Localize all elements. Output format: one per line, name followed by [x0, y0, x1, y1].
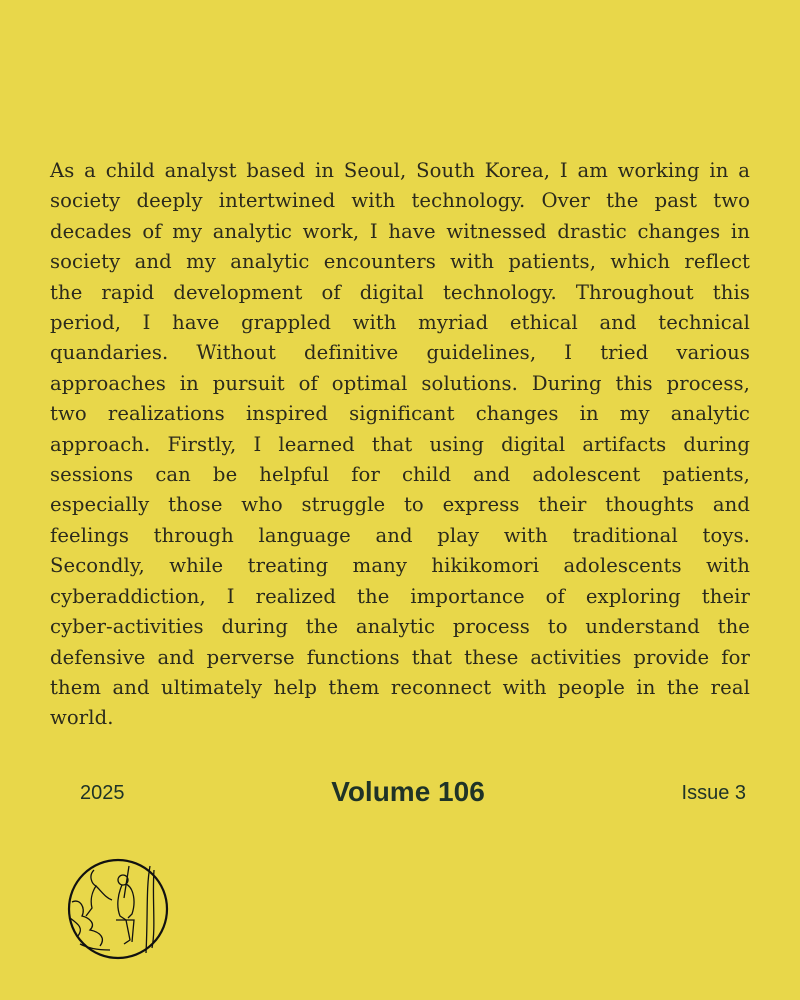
abstract-line: decades of my analytic work, I have witnessed drastic changes in: [50, 219, 750, 243]
abstract-line: As a child analyst based in Seoul, South Korea, I am working in a: [50, 159, 750, 182]
abstract-line: approach. Firstly, I learned that using digital artifacts during: [50, 432, 750, 456]
abstract-line: cyberaddiction, I realized the importance of exploring their: [50, 584, 750, 608]
abstract-line: cyber-activities during the analytic process to understand the: [50, 615, 750, 639]
issue-label: Issue 3: [681, 782, 746, 804]
issue-footer: [0, 774, 800, 814]
abstract-line: them and ultimately help them reconnect with people in the real: [50, 675, 750, 699]
abstract-text: [50, 156, 750, 734]
abstract-line: quandaries. Without definitive guidelines, I tried various: [50, 341, 750, 365]
abstract-line: society deeply intertwined with technology. Over the past two: [50, 189, 750, 213]
abstract-line: the rapid development of digital technology. Throughout this: [50, 280, 750, 304]
year-label: 2025: [80, 782, 125, 804]
volume-label: Volume 106: [331, 776, 485, 807]
abstract-line: society and my analytic encounters with patients, which reflect: [50, 250, 750, 274]
abstract-line: world.: [50, 706, 114, 730]
journal-logo-emblem-icon: [66, 858, 170, 960]
abstract-line: two realizations inspired significant changes in my analytic: [50, 402, 750, 426]
abstract-line: especially those who struggle to express their thoughts and: [50, 493, 750, 517]
abstract-line: sessions can be helpful for child and adolescent patients,: [50, 463, 750, 487]
abstract-line: period, I have grappled with myriad ethical and technical: [50, 311, 750, 335]
abstract-line: approaches in pursuit of optimal solutions. During this process,: [50, 371, 750, 395]
abstract-line: Secondly, while treating many hikikomori adolescents with: [50, 554, 750, 578]
abstract-line: defensive and perverse functions that these activities provide for: [50, 645, 750, 669]
abstract-line: feelings through language and play with traditional toys.: [50, 523, 750, 547]
